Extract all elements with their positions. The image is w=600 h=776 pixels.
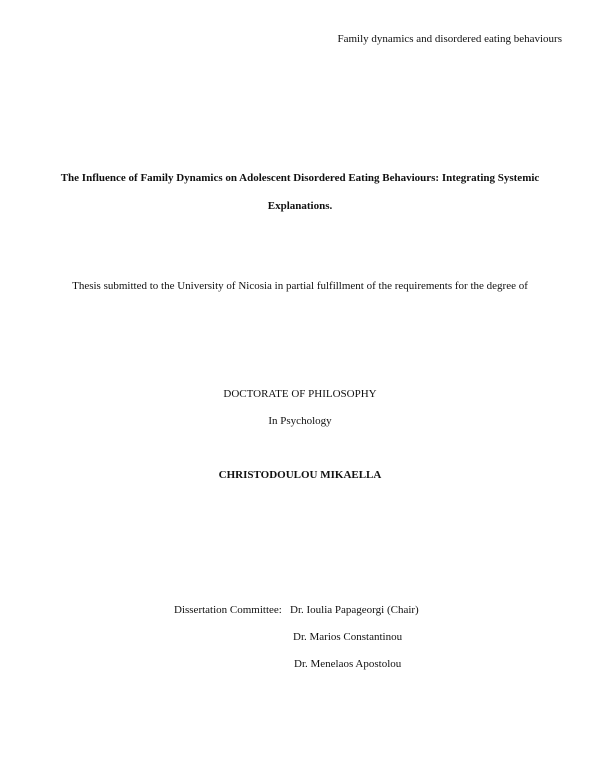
running-head: Family dynamics and disordered eating behaviours (337, 33, 562, 45)
thesis-title-line-1: The Influence of Family Dynamics on Adolescent Disordered Eating Behaviours: Integrating Systemic (60, 172, 540, 184)
committee-label: Dissertation Committee: (174, 604, 282, 616)
committee-member-chair: Dr. Ioulia Papageorgi (Chair) (290, 604, 419, 616)
degree-field: In Psychology (268, 415, 332, 427)
committee-member: Dr. Menelaos Apostolou (294, 658, 402, 670)
author-name: CHRISTODOULOU MIKAELLA (218, 469, 382, 481)
committee-member: Dr. Marios Constantinou (293, 631, 403, 643)
degree-name: DOCTORATE OF PHILOSOPHY (223, 388, 377, 400)
submission-statement: Thesis submitted to the University of Nicosia in partial fulfillment of the requirements for the degree of (72, 280, 528, 292)
thesis-title-line-2: Explanations. (267, 200, 333, 212)
